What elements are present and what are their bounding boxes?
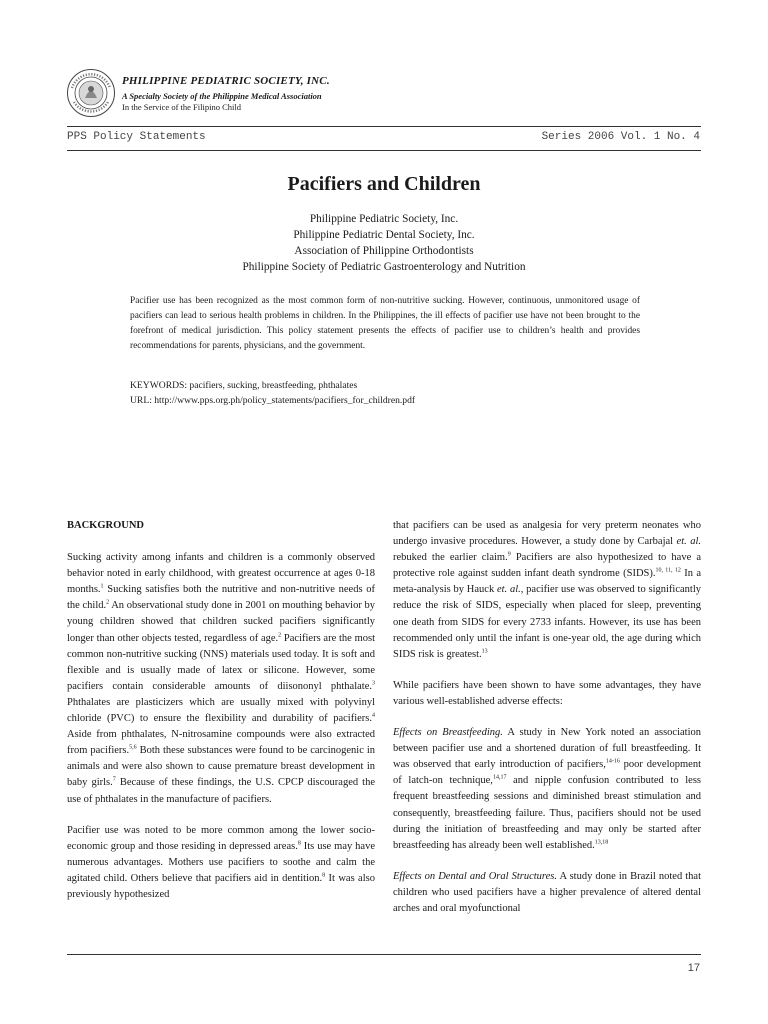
keywords-block (130, 378, 640, 408)
citation: 2 (278, 632, 282, 639)
abstract: Pacifier use has been recognized as the most common form of non-nutritive sucking. However, continuous, unmonitored usage of pacifiers can lead to serious health problems in children. In the Philippines, the ill effects of pacifier use have not been brought to the forefront of medical jurisdiction. This policy statement presents the effects of pacifier use to children’s health and provides recommendations for parents, physicians, and the government. (130, 296, 640, 351)
body-paragraph: While pacifiers have been shown to have some advantages, they have various well-established adverse effects: (393, 679, 701, 707)
citation: 14-16 (605, 758, 620, 765)
page-number: 17 (687, 962, 700, 974)
footer-rule (67, 954, 701, 955)
citation: 5,6 (129, 744, 137, 751)
citation: 8 (322, 872, 326, 879)
citation: 8 (297, 840, 301, 847)
citation: 14,17 (492, 774, 507, 781)
body-paragraph: Pacifier use was noted to be more common among the lower socio-economic group and those residing in depressed areas.$^8$ Its use may have numerous advantages. Mothers use pacifiers to soothe and calm the agitated child. Others believe that pacifiers aid in dentition.$^8$ It was also previously hypothesized (67, 824, 375, 900)
body-paragraph: that pacifiers can be used as analgesia for very preterm neonates who undergo invasive procedures. However, a study done by Carbajal et. al. rebuked the earlier claim.$^9$ Pacifiers are also hypothesized to have a protective role against sudden infant death syndrome (SIDS).$^{10, 11, 12}$ In a meta-analysis by Hauck et. al., pacifier use was observed to significantly reduce the risk of SIDS, especially when placed for sleep, preventing one death from SIDS for every 2733 infants. However, its use has been recommended only until the infant is one-year old, the age during which SIDS risk is greatest.$^{13}$ (393, 520, 702, 660)
org-header (122, 75, 330, 112)
subsection-title: Effects on Dental and Oral Structures. (393, 870, 558, 882)
society-seal-logo (66, 68, 116, 118)
body-paragraph: Sucking activity among infants and children is a commonly observed behavior noted in early childhood, with greatest occurrence at ages 0-18 months.$^1$ Sucking satisfies both the nutritive and non-nutritive needs of the child.$^2$ An observational study done in 2001 on mouthing behavior by young children showed that children sucked pacifiers significantly longer than other objects tested, regardless of age.$^2$ Pacifiers are the most common non-nutritive sucking (NNS) materials used today. It is soft and flexible and is usually made of latex or silicone. However, some pacifiers contain considerable amounts of diisononyl phthalate.$^3$ Phthalates are plasticizers which are usually mixed with polyvinyl chloride (PVC) to ensure the flexibility and durability of pacifiers.$^4$ Aside from phthalates, N-nitrosamine compounds were also extracted from pacifiers.$^{5,6}$ Both these substances were found to be carcinogenic in animals and were also shown to cause premature breast development in baby girls.$^7$ Because of these findings, the U.S. CPCP discouraged the use of phthalates in the manufacture of pacifiers. (67, 552, 375, 805)
left-column (67, 518, 375, 918)
citation: 7 (112, 776, 116, 783)
citation: 1 (100, 583, 104, 590)
citation: 13 (481, 648, 488, 655)
header-rule (67, 126, 701, 127)
author-list (0, 211, 768, 275)
author-line: Association of Philippine Orthodontists (294, 245, 474, 257)
author-line: Philippine Pediatric Society, Inc. (309, 213, 459, 225)
document-url[interactable]: URL: http://www.pps.org.ph/policy_statements/pacifiers_for_children.pdf (130, 395, 416, 406)
org-tagline: In the Service of the Filipino Child (122, 102, 241, 112)
section-heading: BACKGROUND (67, 520, 145, 531)
citation: 10, 11, 12 (655, 567, 681, 574)
body-paragraph: Effects on Dental and Oral Structures. A study done in Brazil noted that children who used pacifiers have a higher prevalence of altered dental arches and oral myofunctional (393, 870, 702, 914)
body-paragraph: Effects on Breastfeeding. A study in New York noted an association between pacifier use and a shortened duration of full breastfeeding. It was observed that early introduction of pacifiers,$^{14-16}$ poor development of latch-on technique,$^{14,17}$ and nipple confusion contributed to less frequent breastfeeding sessions and diminished breast stimulation and consequently, breastfeeding failure. Thus, pacifiers should not be used during the initiation of breastfeeding and may only be started after breastfeeding has already been well established.$^{13,18}$ (393, 727, 701, 851)
right-column (393, 518, 701, 932)
series-issue: Series 2006 Vol. 1 No. 4 (541, 131, 700, 143)
subsection-title: Effects on Breastfeeding. (393, 727, 503, 739)
citation: 13,18 (594, 839, 609, 846)
org-subtitle: A Specialty Society of the Philippine Medical Association (122, 91, 322, 101)
citation: 2 (106, 599, 110, 606)
paper-title: Pacifiers and Children (287, 173, 481, 195)
citation: 4 (372, 712, 375, 719)
author-line: Philippine Pediatric Dental Society, Inc. (293, 229, 475, 241)
citation: 3 (372, 680, 375, 687)
keywords: KEYWORDS: pacifiers, sucking, breastfeeding, phthalates (130, 380, 358, 391)
citation: 9 (507, 551, 511, 558)
author-line: Philippine Society of Pediatric Gastroenterology and Nutrition (242, 261, 526, 273)
org-name: PHILIPPINE PEDIATRIC SOCIETY, INC. (122, 75, 330, 87)
header-rule-bottom (67, 150, 701, 151)
series-label: PPS Policy Statements (67, 131, 206, 143)
